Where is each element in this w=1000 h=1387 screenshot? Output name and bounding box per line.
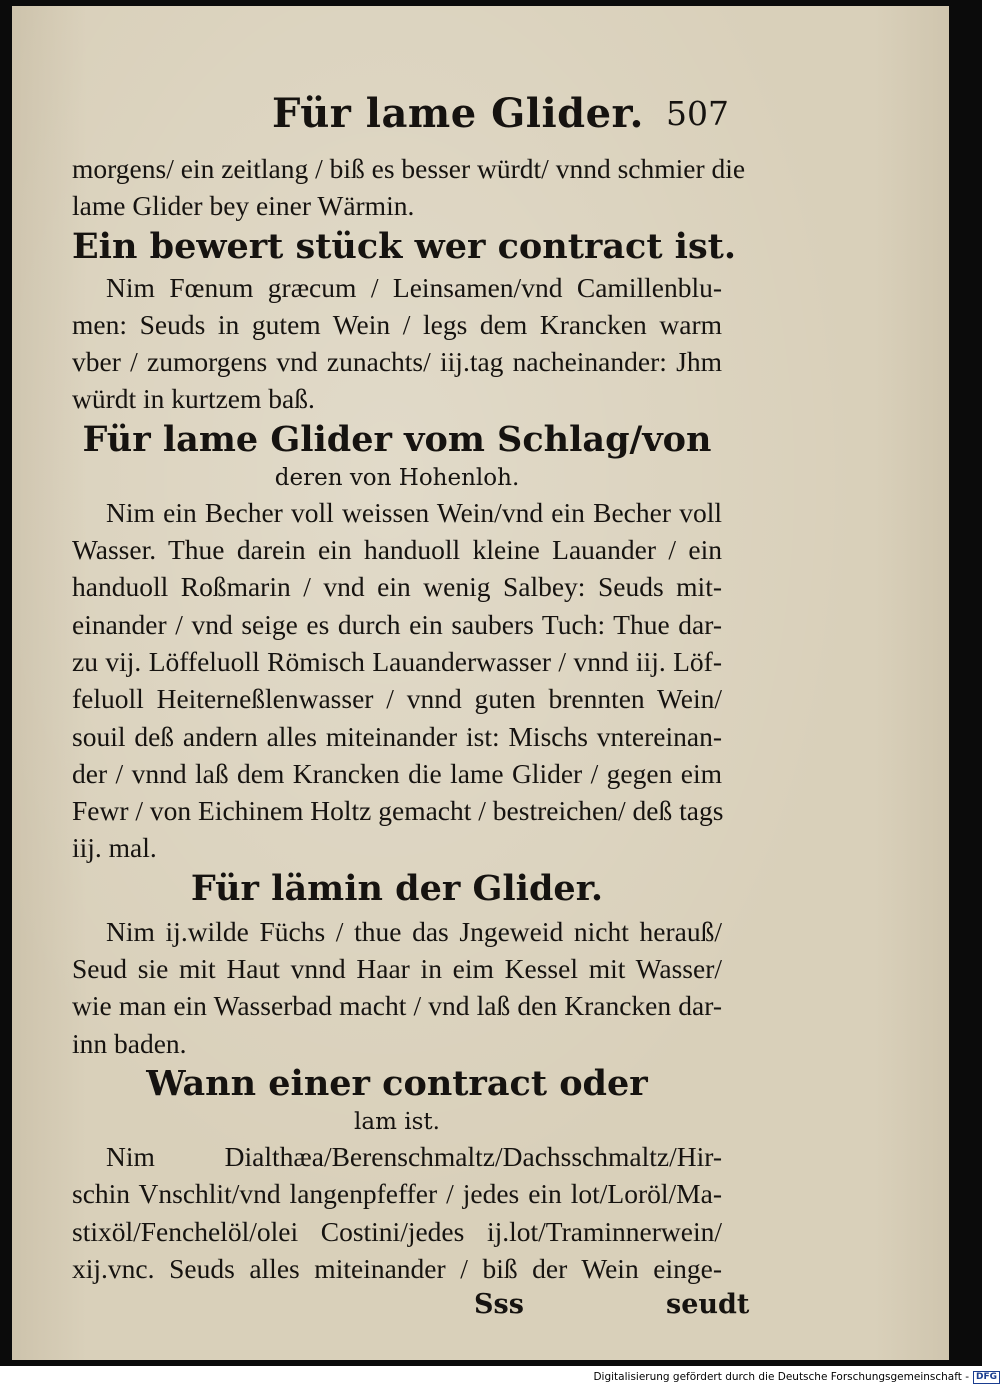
text-line: inn baden.: [72, 1027, 187, 1059]
page-number: 507: [666, 94, 729, 133]
text-line: Wasser. Thue darein ein handuoll kleine Lauander / ein: [72, 534, 722, 566]
text-line: Nim ein Becher voll weissen Wein/vnd ein Becher voll: [106, 496, 722, 528]
dfg-logo-icon: DFG: [973, 1371, 1000, 1384]
text-line: vber / zumorgens vnd zunachts/ iij.tag nacheinander: Jhm: [72, 346, 722, 378]
text-line: feluoll Heiterneßlenwasser / vnnd guten brennten Wein/: [72, 683, 722, 715]
footer-text: Digitalisierung gefördert durch die Deutsche Forschungsgemeinschaft -: [593, 1371, 969, 1383]
text-line: stixöl/Fenchelöl/olei Costini/jedes ij.lot/Traminnerwein/: [72, 1215, 722, 1247]
catchword-row: [72, 1289, 750, 1329]
digitization-footer: [593, 1367, 1000, 1387]
section-subheading: lam ist.: [354, 1108, 440, 1135]
text-line: lame Glider bey einer Wärmin.: [72, 190, 415, 222]
text-line: Nim Dialthæa/Berenschmaltz/Dachsschmaltz/Hir-: [106, 1140, 722, 1172]
section-heading: Ein bewert stück wer contract ist.: [72, 225, 737, 267]
section-subheading: deren von Hohenloh.: [274, 464, 520, 491]
page-text: [72, 86, 750, 1329]
section-heading: Für lame Glider vom Schlag/von: [82, 418, 712, 460]
text-line: zu vij. Löffeluoll Römisch Lauanderwasser / vnnd iij. Löf-: [72, 645, 722, 677]
text-line: souil deß andern alles miteinander ist: Mischs vntereinan-: [72, 720, 722, 752]
catchword: seudt: [666, 1289, 750, 1321]
text-line: wie man ein Wasserbad macht / vnd laß den Krancken dar-: [72, 990, 722, 1022]
text-line: Seud sie mit Haut vnnd Haar in eim Kessel mit Wasser/: [72, 953, 722, 985]
text-line: morgens/ ein zeitlang / biß es besser würdt/ vnnd schmier die: [72, 153, 746, 184]
section-heading: Wann einer contract oder: [146, 1062, 648, 1104]
book-page: [12, 6, 949, 1360]
running-title: Für lame Glider.: [272, 90, 644, 137]
text-line: iij. mal.: [72, 832, 157, 864]
text-line: xij.vnc. Seuds alles miteinander / biß der Wein einge-: [72, 1252, 722, 1284]
signature-mark: Sss: [474, 1289, 524, 1321]
text-line: men: Seuds in gutem Wein / legs dem Krancken warm: [72, 308, 722, 340]
text-line: Nim Fœnum græcum / Leinsamen/vnd Camillenblu-: [106, 271, 722, 303]
text-line: Fewr / von Eichinem Holtz gemacht / bestreichen/ deß tags: [72, 795, 724, 827]
page-header: [72, 86, 729, 150]
text-line: schin Vnschlit/vnd langenpfeffer / jedes ein lot/Loröl/Ma-: [72, 1178, 722, 1210]
text-line: handuoll Roßmarin / vnd ein wenig Salbey: Seuds mit-: [72, 571, 722, 603]
text-line: Nim ij.wilde Füchs / thue das Jngeweid nicht herauß/: [106, 915, 722, 947]
text-line: würdt in kurtzem baß.: [72, 383, 315, 415]
section-heading: Für lämin der Glider.: [190, 867, 604, 909]
text-line: der / vnnd laß dem Krancken die lame Glider / gegen eim: [72, 757, 722, 789]
text-line: einander / vnd seige es durch ein saubers Tuch: Thue dar-: [72, 608, 722, 640]
